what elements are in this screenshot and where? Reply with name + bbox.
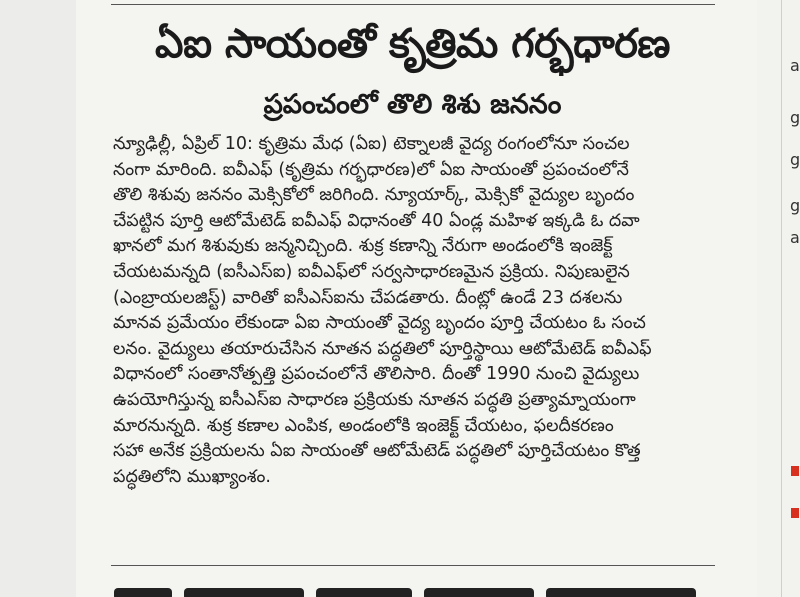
adjacent-column-edge bbox=[757, 0, 800, 597]
cutoff-glyph: a bbox=[790, 228, 800, 247]
cutoff-text-fragment bbox=[184, 588, 304, 597]
cutoff-text-fragment bbox=[316, 588, 412, 597]
red-marker bbox=[791, 508, 799, 518]
cutoff-glyph: g bbox=[790, 196, 800, 215]
body-line: మారనున్నది. శుక్ర కణాల ఎంపిక, అండంలోకి ఇంజెక్ట్ చేయటం, ఫలదీకరణం bbox=[113, 415, 614, 436]
body-line: పద్ధతిలోని ముఖ్యాంశం. bbox=[113, 466, 271, 487]
cutoff-glyph: g bbox=[790, 108, 800, 127]
subheadline: ప్రపంచంలో తొలి శిశు జననం bbox=[263, 89, 562, 120]
body-line: (ఎంబ్రాయలజిస్ట్) వారితో ఐసీఎస్ఐను చేపడతారు. దీంట్లో ఉండే 23 దశలను bbox=[113, 287, 623, 308]
cutoff-glyph: g bbox=[790, 150, 800, 169]
cutoff-text-fragment bbox=[546, 588, 696, 597]
red-marker bbox=[791, 466, 799, 476]
cutoff-glyph: a bbox=[790, 56, 800, 75]
body-line: న్యూఢిల్లీ, ఏప్రిల్ 10: కృత్రిమ మేధ (ఏఐ) టెక్నాలజీ వైద్య రంగంలోనూ సంచల bbox=[113, 134, 630, 154]
body-line: విధానంలో సంతానోత్పత్తి ప్రపంచంలోనే తొలిసారి. దీంతో 1990 నుంచి వైద్యులు bbox=[113, 364, 640, 385]
left-margin bbox=[0, 0, 76, 597]
body-line: సహా అనేక ప్రక్రియలను ఏఐ సాయంతో ఆటోమేటెడ్ పద్ధతిలో పూర్తిచేయటం కొత్త bbox=[113, 441, 641, 462]
next-article-headline-cutoff bbox=[100, 578, 725, 597]
body-line: చేపట్టిన పూర్తి ఆటోమేటెడ్ ఐవీఎఫ్ విధానంతో 40 ఏండ్ల మహిళ ఇక్కడి ఓ దవా bbox=[113, 210, 640, 231]
article-body bbox=[113, 132, 717, 490]
headline: ఏఐ సాయంతో కృత్రిమ గర్భధారణ bbox=[155, 21, 670, 67]
top-rule bbox=[111, 4, 715, 5]
body-line: మానవ ప్రమేయం లేకుండా ఏఐ సాయంతో వైద్య బృందం పూర్తి చేయటం ఓ సంచ bbox=[113, 313, 646, 334]
body-line: ఖానలో మగ శిశువుకు జన్మనిచ్చింది. శుక్ర కణాన్ని నేరుగా అండంలోకి ఇంజెక్ట్ bbox=[113, 236, 613, 257]
cutoff-text-fragment bbox=[424, 588, 534, 597]
cutoff-text-fragment bbox=[114, 588, 172, 597]
body-line: చేయటమన్నది (ఐసీఎస్ఐ) ఐవీఎఫ్‌లో సర్వసాధారణమైన ప్రక్రియ. నిపుణులైన bbox=[113, 261, 630, 282]
body-line: ఉపయోగిస్తున్న ఐసీఎస్ఐ సాధారణ ప్రక్రియకు నూతన పద్ధతి ప్రత్యామ్నాయంగా bbox=[113, 389, 636, 410]
body-line: తొలి శిశువు జననం మెక్సికోలో జరిగింది. న్యూయార్క్, మెక్సికో వైద్యుల బృందం bbox=[113, 185, 635, 206]
bottom-rule bbox=[111, 565, 715, 566]
column-divider bbox=[781, 0, 782, 597]
body-line: లనం. వైద్యులు తయారుచేసిన నూతన పద్ధతిలో పూర్తిస్థాయి ఆటోమేటెడ్ ఐవీఎఫ్ bbox=[113, 338, 652, 359]
body-line: నంగా మారింది. ఐవీఎఫ్ (కృత్రిమ గర్భధారణ)లో ఏఐ సాయంతో ప్రపంచంలోనే bbox=[113, 159, 629, 180]
